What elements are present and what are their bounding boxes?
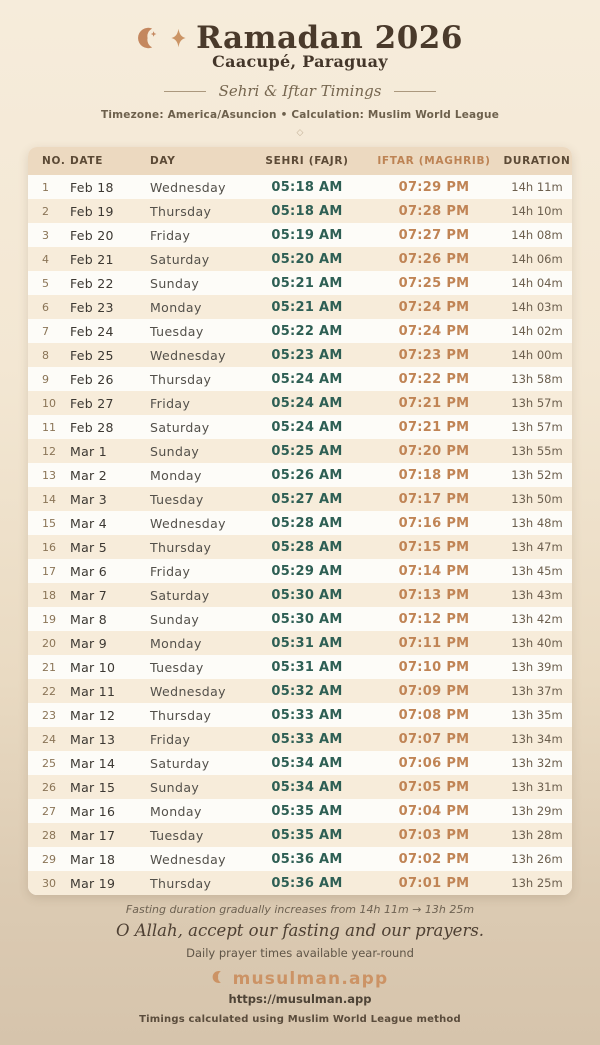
row-iftar-time: 07:20 PM [398, 443, 470, 459]
row-day: Thursday [150, 875, 212, 891]
table-row [28, 727, 572, 751]
row-duration: 13h 31m [511, 780, 563, 794]
page-title: Ramadan 2026 [196, 20, 463, 56]
row-duration: 13h 57m [511, 420, 563, 434]
row-duration: 13h 50m [511, 492, 563, 506]
row-sehri-time: 05:36 AM [271, 851, 343, 867]
row-sehri-time: 05:22 AM [271, 323, 343, 339]
row-duration: 14h 06m [511, 252, 563, 266]
timings-table [28, 147, 572, 895]
row-number: 3 [42, 228, 49, 242]
title-row [0, 20, 600, 56]
row-day: Sunday [150, 443, 200, 459]
row-number: 12 [42, 444, 56, 458]
row-number: 26 [42, 780, 56, 794]
row-sehri-time: 05:35 AM [271, 827, 343, 843]
row-date: Feb 18 [70, 179, 114, 195]
brand-link[interactable] [0, 969, 600, 989]
row-duration: 13h 35m [511, 708, 563, 722]
row-iftar-time: 07:05 PM [398, 779, 470, 795]
row-date: Mar 2 [70, 467, 108, 483]
row-duration: 13h 42m [511, 612, 563, 626]
timings-subtitle: Sehri & Iftar Timings [218, 82, 382, 100]
table-row [28, 391, 572, 415]
row-sehri-time: 05:33 AM [271, 707, 343, 723]
table-row [28, 271, 572, 295]
row-iftar-time: 07:13 PM [398, 587, 470, 603]
row-iftar-time: 07:14 PM [398, 563, 470, 579]
row-date: Mar 9 [70, 635, 108, 651]
row-day: Wednesday [150, 683, 226, 699]
row-duration: 13h 45m [511, 564, 563, 578]
table-row [28, 247, 572, 271]
row-number: 17 [42, 564, 56, 578]
row-duration: 13h 37m [511, 684, 563, 698]
row-day: Thursday [150, 539, 212, 555]
crescent-moon-icon [212, 969, 226, 989]
row-iftar-time: 07:12 PM [398, 611, 470, 627]
row-iftar-time: 07:10 PM [398, 659, 470, 675]
table-row [28, 175, 572, 199]
row-number: 22 [42, 684, 56, 698]
header [0, 0, 600, 138]
col-header-sehri: SEHRI (FAJR) [248, 147, 366, 175]
right-divider-line [394, 91, 436, 92]
row-sehri-time: 05:34 AM [271, 779, 343, 795]
row-date: Feb 28 [70, 419, 114, 435]
table-row [28, 439, 572, 463]
row-number: 29 [42, 852, 56, 866]
row-duration: 14h 11m [511, 180, 563, 194]
row-day: Sunday [150, 611, 200, 627]
row-date: Feb 27 [70, 395, 114, 411]
row-date: Mar 18 [70, 851, 116, 867]
row-number: 6 [42, 300, 49, 314]
col-header-day: DAY [150, 147, 248, 175]
row-sehri-time: 05:21 AM [271, 275, 343, 291]
row-iftar-time: 07:16 PM [398, 515, 470, 531]
table-row [28, 631, 572, 655]
row-number: 28 [42, 828, 56, 842]
row-duration: 13h 48m [511, 516, 563, 530]
row-number: 9 [42, 372, 49, 386]
row-sehri-time: 05:29 AM [271, 563, 343, 579]
crescent-moon-star-icon [137, 26, 161, 50]
table-row [28, 343, 572, 367]
table-row [28, 607, 572, 631]
table-row [28, 295, 572, 319]
row-duration: 13h 58m [511, 372, 563, 386]
row-day: Tuesday [150, 827, 204, 843]
row-number: 13 [42, 468, 56, 482]
row-sehri-time: 05:18 AM [271, 203, 343, 219]
row-day: Thursday [150, 371, 212, 387]
row-number: 5 [42, 276, 49, 290]
row-duration: 14h 03m [511, 300, 563, 314]
row-day: Wednesday [150, 515, 226, 531]
row-date: Mar 1 [70, 443, 108, 459]
row-iftar-time: 07:15 PM [398, 539, 470, 555]
row-duration: 13h 47m [511, 540, 563, 554]
row-iftar-time: 07:22 PM [398, 371, 470, 387]
row-date: Mar 3 [70, 491, 108, 507]
row-iftar-time: 07:27 PM [398, 227, 470, 243]
row-date: Mar 15 [70, 779, 116, 795]
timezone-calculation-meta: Timezone: America/Asuncion • Calculation: Muslim World League [100, 109, 500, 121]
row-sehri-time: 05:24 AM [271, 419, 343, 435]
duration-trend-note: Fasting duration gradually increases from 14h 11m → 13h 25m [125, 903, 475, 916]
row-day: Tuesday [150, 491, 204, 507]
row-day: Saturday [150, 419, 210, 435]
row-iftar-time: 07:03 PM [398, 827, 470, 843]
table-row [28, 463, 572, 487]
row-number: 16 [42, 540, 56, 554]
row-iftar-time: 07:02 PM [398, 851, 470, 867]
row-duration: 13h 25m [511, 876, 563, 890]
row-day: Thursday [150, 203, 212, 219]
row-number: 4 [42, 252, 49, 266]
row-duration: 13h 43m [511, 588, 563, 602]
row-iftar-time: 07:01 PM [398, 875, 470, 891]
row-sehri-time: 05:21 AM [271, 299, 343, 315]
table-row [28, 823, 572, 847]
row-number: 2 [42, 204, 49, 218]
row-duration: 14h 08m [511, 228, 563, 242]
row-sehri-time: 05:34 AM [271, 755, 343, 771]
row-date: Feb 21 [70, 251, 114, 267]
row-number: 18 [42, 588, 56, 602]
row-number: 7 [42, 324, 49, 338]
row-date: Feb 20 [70, 227, 114, 243]
row-date: Feb 22 [70, 275, 114, 291]
col-header-no: NO. [28, 147, 70, 175]
row-duration: 13h 55m [511, 444, 563, 458]
table-row [28, 583, 572, 607]
row-number: 1 [42, 180, 49, 194]
col-header-date: DATE [70, 147, 150, 175]
row-date: Mar 11 [70, 683, 116, 699]
row-date: Mar 12 [70, 707, 116, 723]
row-number: 11 [42, 420, 56, 434]
table-row [28, 319, 572, 343]
row-day: Monday [150, 299, 202, 315]
row-date: Mar 10 [70, 659, 116, 675]
row-day: Saturday [150, 251, 210, 267]
diamond-separator-icon: ◇ [296, 128, 304, 138]
row-date: Mar 8 [70, 611, 108, 627]
row-number: 10 [42, 396, 56, 410]
row-sehri-time: 05:30 AM [271, 611, 343, 627]
row-iftar-time: 07:23 PM [398, 347, 470, 363]
row-date: Feb 24 [70, 323, 114, 339]
row-duration: 13h 52m [511, 468, 563, 482]
table-row [28, 751, 572, 775]
row-duration: 13h 32m [511, 756, 563, 770]
row-iftar-time: 07:18 PM [398, 467, 470, 483]
row-duration: 13h 40m [511, 636, 563, 650]
row-day: Tuesday [150, 659, 204, 675]
row-number: 23 [42, 708, 56, 722]
row-day: Thursday [150, 707, 212, 723]
row-duration: 13h 57m [511, 396, 563, 410]
row-date: Feb 25 [70, 347, 114, 363]
row-day: Saturday [150, 755, 210, 771]
row-date: Mar 5 [70, 539, 108, 555]
row-iftar-time: 07:08 PM [398, 707, 470, 723]
row-duration: 14h 10m [511, 204, 563, 218]
row-day: Friday [150, 395, 191, 411]
row-date: Mar 6 [70, 563, 108, 579]
table-row [28, 703, 572, 727]
table-row [28, 847, 572, 871]
row-day: Sunday [150, 779, 200, 795]
table-header [28, 147, 572, 175]
table-row [28, 223, 572, 247]
row-date: Mar 16 [70, 803, 116, 819]
row-duration: 13h 28m [511, 828, 563, 842]
row-day: Friday [150, 563, 191, 579]
row-iftar-time: 07:26 PM [398, 251, 470, 267]
row-day: Saturday [150, 587, 210, 603]
table-body [28, 175, 572, 895]
row-iftar-time: 07:04 PM [398, 803, 470, 819]
timetable-card [28, 147, 572, 895]
row-iftar-time: 07:21 PM [398, 395, 470, 411]
row-sehri-time: 05:33 AM [271, 731, 343, 747]
table-row [28, 655, 572, 679]
row-day: Monday [150, 467, 202, 483]
table-row [28, 367, 572, 391]
row-iftar-time: 07:24 PM [398, 323, 470, 339]
calculation-method-note: Timings calculated using Muslim World League method [139, 1014, 461, 1025]
col-header-duration: DURATION [502, 147, 572, 175]
location-subtitle: Caacupé, Paraguay [212, 52, 388, 71]
row-iftar-time: 07:28 PM [398, 203, 470, 219]
row-date: Mar 19 [70, 875, 116, 891]
table-row [28, 415, 572, 439]
row-iftar-time: 07:09 PM [398, 683, 470, 699]
row-number: 20 [42, 636, 56, 650]
row-number: 14 [42, 492, 56, 506]
row-sehri-time: 05:32 AM [271, 683, 343, 699]
col-header-iftar: IFTAR (MAGHRIB) [366, 147, 502, 175]
row-sehri-time: 05:31 AM [271, 635, 343, 651]
row-date: Feb 23 [70, 299, 114, 315]
row-iftar-time: 07:17 PM [398, 491, 470, 507]
table-row [28, 679, 572, 703]
row-duration: 13h 29m [511, 804, 563, 818]
table-row [28, 199, 572, 223]
row-date: Mar 14 [70, 755, 116, 771]
row-number: 8 [42, 348, 49, 362]
row-day: Friday [150, 227, 191, 243]
row-number: 19 [42, 612, 56, 626]
row-iftar-time: 07:07 PM [398, 731, 470, 747]
row-day: Monday [150, 635, 202, 651]
row-sehri-time: 05:23 AM [271, 347, 343, 363]
row-number: 25 [42, 756, 56, 770]
row-duration: 14h 02m [511, 324, 563, 338]
table-row [28, 775, 572, 799]
row-duration: 13h 39m [511, 660, 563, 674]
row-sehri-time: 05:26 AM [271, 467, 343, 483]
row-day: Monday [150, 803, 202, 819]
row-date: Feb 26 [70, 371, 114, 387]
row-duration: 14h 00m [511, 348, 563, 362]
table-row [28, 535, 572, 559]
dua-text: O Allah, accept our fasting and our prayers. [115, 921, 485, 940]
row-number: 15 [42, 516, 56, 530]
left-divider-line [164, 91, 206, 92]
table-row [28, 487, 572, 511]
row-sehri-time: 05:27 AM [271, 491, 343, 507]
row-iftar-time: 07:29 PM [398, 179, 470, 195]
row-sehri-time: 05:20 AM [271, 251, 343, 267]
table-row [28, 871, 572, 895]
row-sehri-time: 05:31 AM [271, 659, 343, 675]
row-iftar-time: 07:11 PM [398, 635, 470, 651]
brand-name: musulman.app [232, 969, 389, 989]
row-sehri-time: 05:30 AM [271, 587, 343, 603]
row-iftar-time: 07:25 PM [398, 275, 470, 291]
row-sehri-time: 05:24 AM [271, 395, 343, 411]
table-row [28, 511, 572, 535]
sparkle-icon [170, 28, 187, 48]
row-date: Mar 13 [70, 731, 116, 747]
row-date: Mar 7 [70, 587, 108, 603]
row-duration: 13h 26m [511, 852, 563, 866]
row-sehri-time: 05:25 AM [271, 443, 343, 459]
row-sehri-time: 05:28 AM [271, 515, 343, 531]
row-day: Sunday [150, 275, 200, 291]
footer [0, 903, 600, 1025]
tagline: Daily prayer times available year-round [186, 946, 414, 960]
brand-url[interactable]: https://musulman.app [228, 992, 372, 1006]
table-row [28, 559, 572, 583]
row-sehri-time: 05:24 AM [271, 371, 343, 387]
row-sehri-time: 05:18 AM [271, 179, 343, 195]
row-number: 30 [42, 876, 56, 890]
row-day: Wednesday [150, 347, 226, 363]
row-number: 27 [42, 804, 56, 818]
row-sehri-time: 05:36 AM [271, 875, 343, 891]
row-number: 24 [42, 732, 56, 746]
row-day: Friday [150, 731, 191, 747]
table-row [28, 799, 572, 823]
row-duration: 14h 04m [511, 276, 563, 290]
row-day: Tuesday [150, 323, 204, 339]
row-date: Feb 19 [70, 203, 114, 219]
row-iftar-time: 07:21 PM [398, 419, 470, 435]
section-subtitle-row [0, 82, 600, 100]
row-iftar-time: 07:06 PM [398, 755, 470, 771]
row-duration: 13h 34m [511, 732, 563, 746]
row-iftar-time: 07:24 PM [398, 299, 470, 315]
row-sehri-time: 05:19 AM [271, 227, 343, 243]
row-day: Wednesday [150, 179, 226, 195]
row-date: Mar 17 [70, 827, 116, 843]
row-date: Mar 4 [70, 515, 108, 531]
row-number: 21 [42, 660, 56, 674]
row-day: Wednesday [150, 851, 226, 867]
row-sehri-time: 05:35 AM [271, 803, 343, 819]
row-sehri-time: 05:28 AM [271, 539, 343, 555]
